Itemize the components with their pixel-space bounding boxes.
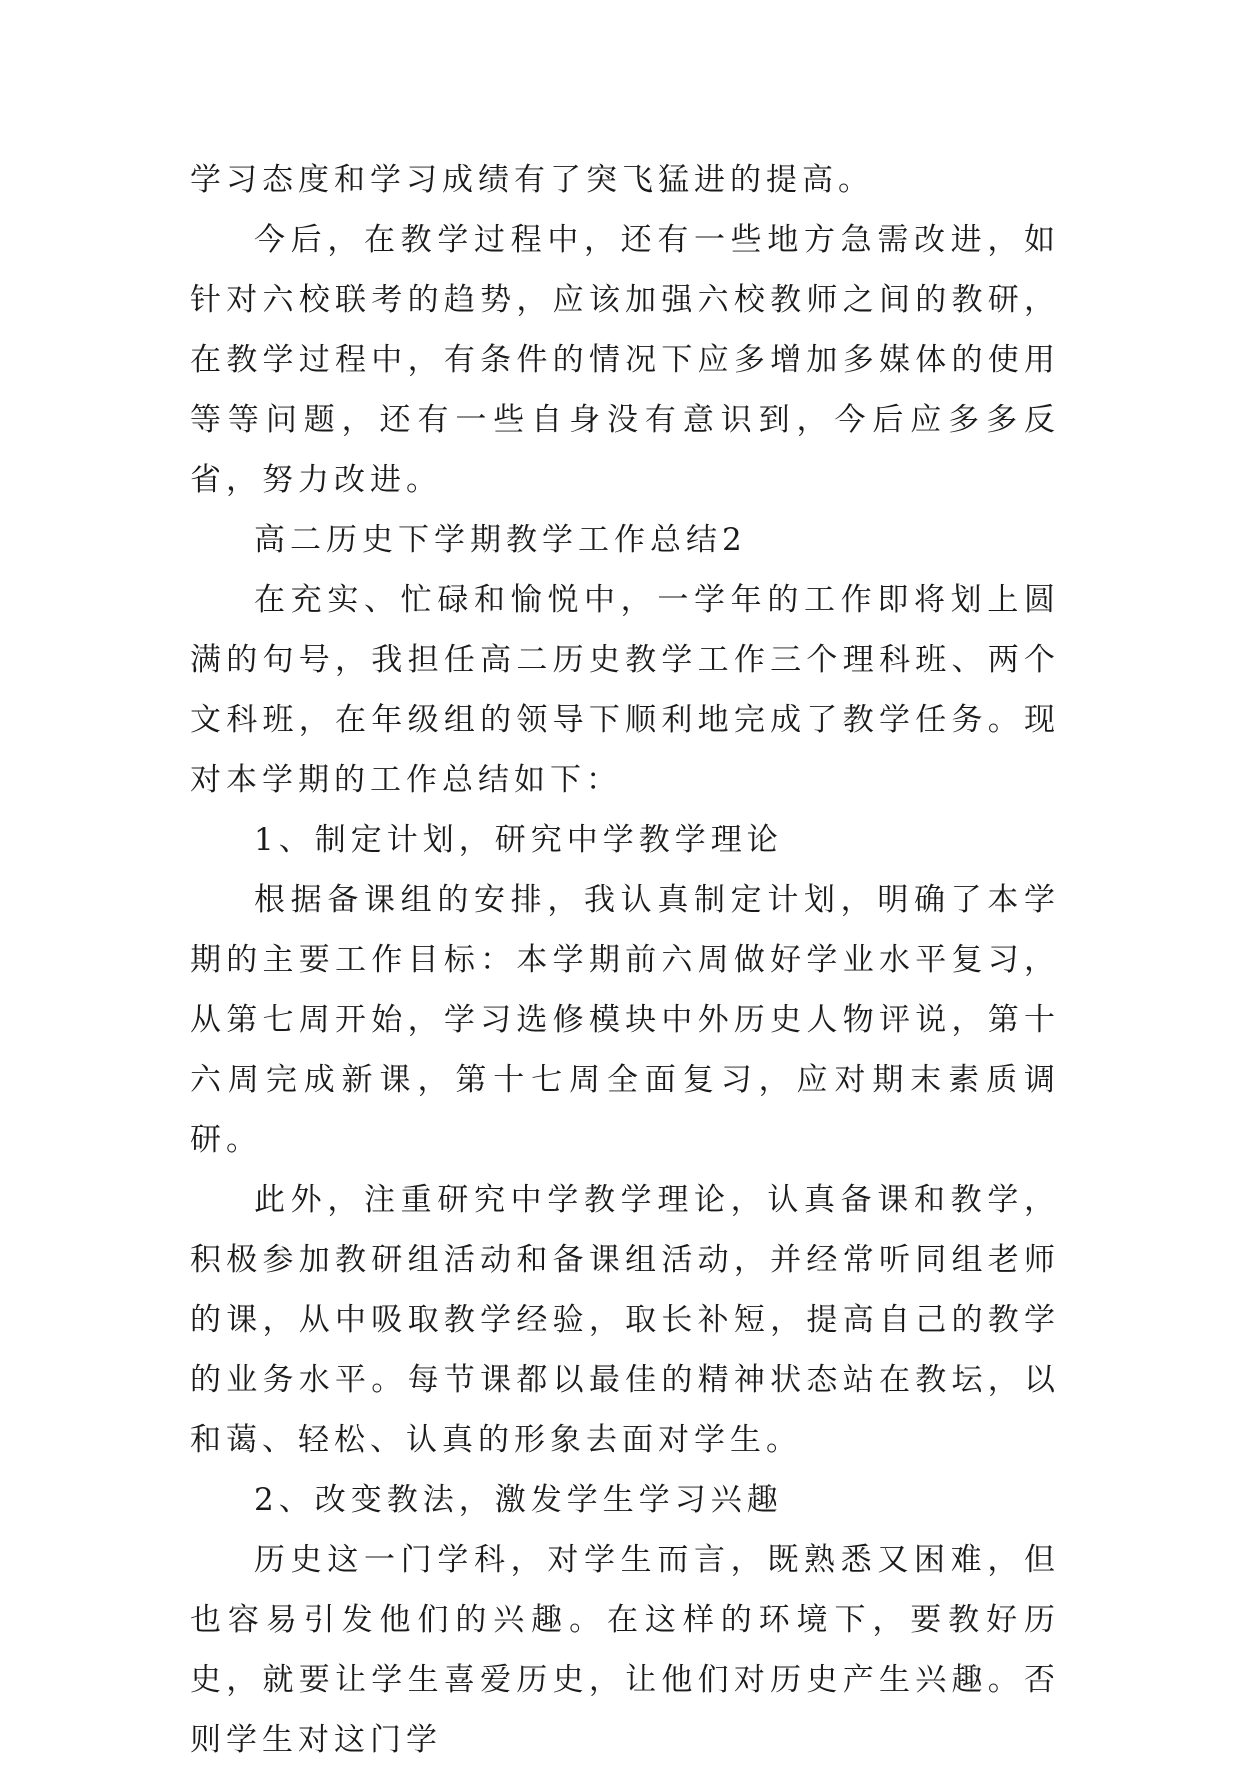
section-title: 高二历史下学期教学工作总结2 xyxy=(254,522,747,558)
document-body xyxy=(190,150,1060,1770)
paragraph-continuation: 学习态度和学习成绩有了突飞猛进的提高。 xyxy=(190,162,874,198)
paragraph-improvements: 今后，在教学过程中，还有一些地方急需改进，如针对六校联考的趋势，应该加强六校教师之间的教研，在教学过程中，有条件的情况下应多增加多媒体的使用等等问题，还有一些自身没有意识到，今后应多多反省，努力改进。 xyxy=(190,222,1060,498)
paragraph-methods: 历史这一门学科，对学生而言，既熟悉又困难，但也容易引发他们的兴趣。在这样的环境下，要教好历史，就要让学生喜爱历史，让他们对历史产生兴趣。否则学生对这门学 xyxy=(190,1542,1060,1758)
paragraph-plan: 根据备课组的安排，我认真制定计划，明确了本学期的主要工作目标：本学期前六周做好学业水平复习，从第七周开始，学习选修模块中外历史人物评说，第十六周完成新课，第十七周全面复习，应对期末素质调研。 xyxy=(190,882,1060,1158)
heading-plan: 1、制定计划，研究中学教学理论 xyxy=(254,822,783,858)
paragraph-intro: 在充实、忙碌和愉悦中，一学年的工作即将划上圆满的句号，我担任高二历史教学工作三个理科班、两个文科班，在年级组的领导下顺利地完成了教学任务。现对本学期的工作总结如下： xyxy=(190,582,1060,798)
heading-methods: 2、改变教法，激发学生学习兴趣 xyxy=(254,1482,783,1518)
paragraph-research: 此外，注重研究中学教学理论，认真备课和教学，积极参加教研组活动和备课组活动，并经常听同组老师的课，从中吸取教学经验，取长补短，提高自己的教学的业务水平。每节课都以最佳的精神状态站在教坛，以和蔼、轻松、认真的形象去面对学生。 xyxy=(190,1182,1060,1458)
